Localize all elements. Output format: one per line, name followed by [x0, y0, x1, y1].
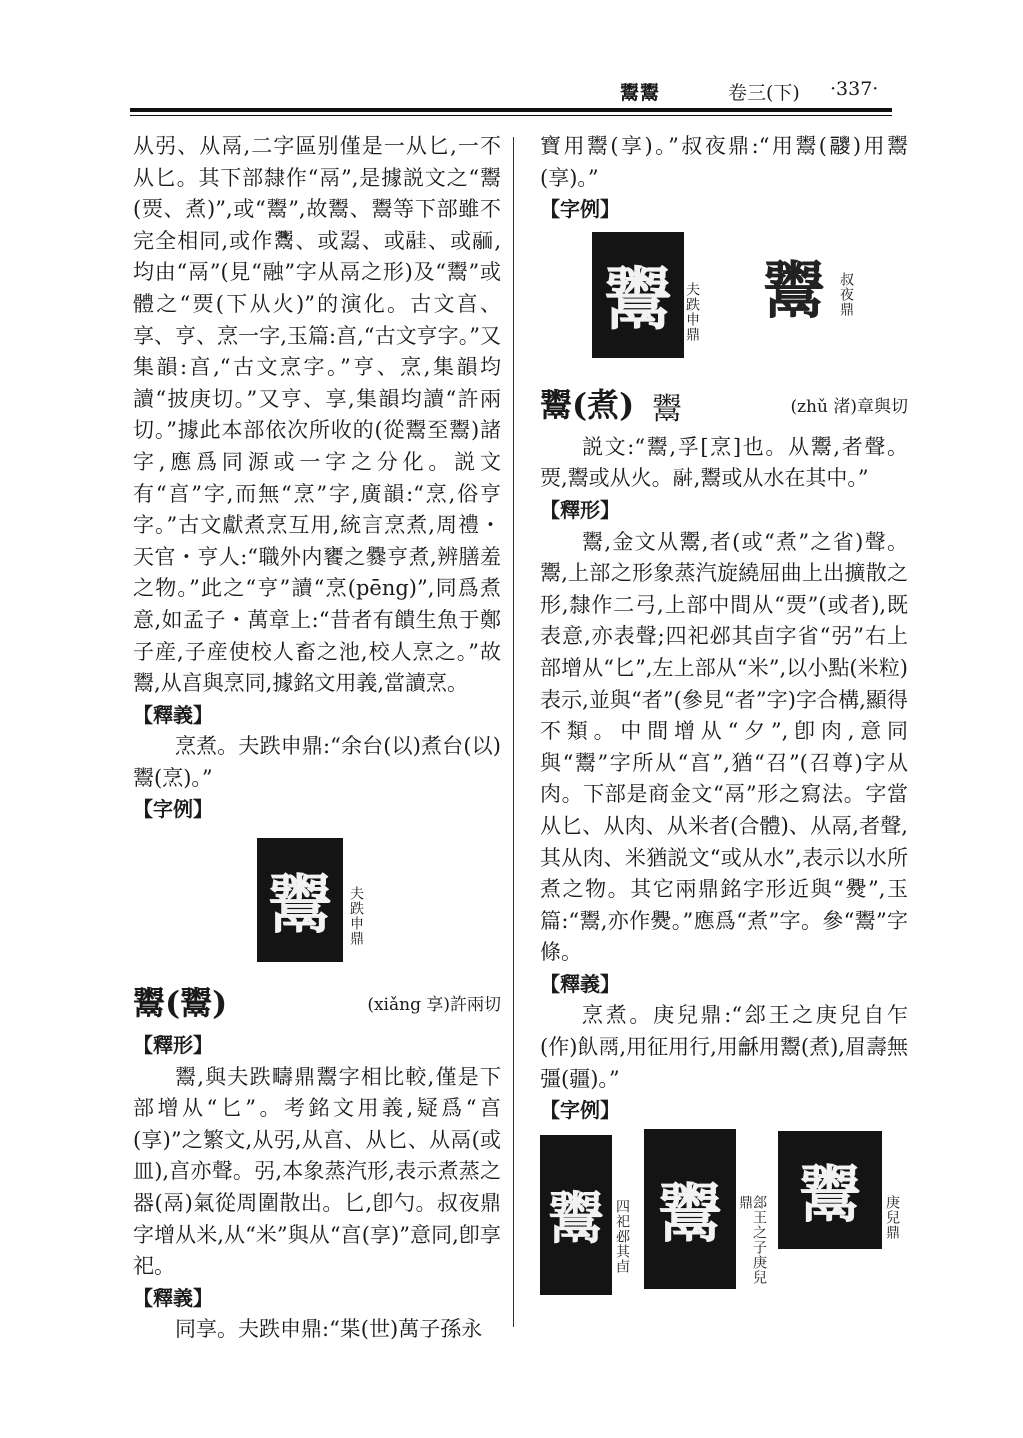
example-source: 四祀邲其卣	[614, 1198, 630, 1274]
inscription-rubbing: 鬻	[778, 1131, 882, 1249]
form-paragraph: 鬻,金文从䰞,者(或“煮”之省)聲。䰞,上部之形象蒸汽旋繞屈曲上出擴散之形,隸作二弓,上部中間从“㶾”(或者),既表意,亦表聲;四祀邲其卣字省“弜”右上部增从“匕”,左上部从“米”,以小點(米粒)表示,並與“者”(參見“者”字)字合構,顯得不類。中間增从“夕”,卽肉,意同與“鬻”字所从“亯”,猶“召”(召尊)字从肉。下部是商金文“鬲”形之寫法。字當从匕、从肉、从米者(合體)、从鬲,者聲,其从肉、米猶説文“或从水”,表示以水所煮之物。其它兩鼎銘字形近與“㸑”,玉篇:“鬻,亦作㸑。”應爲“煮”字。參“鬻”字條。	[540, 529, 908, 965]
section-label-examples: 【字例】	[540, 1098, 620, 1123]
section-label-meaning: 【釋義】	[133, 702, 213, 727]
inscription-rubbing: 鬻	[540, 1135, 612, 1295]
example-source: 夫跌申鼎	[348, 886, 364, 947]
example-source: 夫跌申鼎	[684, 281, 700, 342]
meaning-paragraph: 同享。夫跌申鼎:“枼(世)萬子孫永	[175, 1317, 483, 1342]
example-source: 庚兒鼎	[884, 1194, 900, 1240]
meaning-paragraph: 烹煮。夫跌申鼎:“余台(以)煮台(以)鬻(烹)。”	[133, 734, 501, 790]
header-rule-thick	[130, 108, 892, 112]
header-volume: 卷三(下)	[728, 82, 800, 104]
section-label-examples: 【字例】	[133, 797, 213, 822]
etymology-paragraph: 从弜、从鬲,二字區别僅是一从匕,一不从匕。其下部隸作“鬲”,是據説文之“鬻(㶾、煮)”,或“鬻”,故鬻、鬻等下部雖不完全相同,或作𩱷、或𩰲、或𩰳、或𩰴,均由“鬲”(見“融”字从鬲之形)及“鬻”或體之“㶾(下从火)”的演化。古文亯、享、亨、烹一字,玉篇:亯,“古文亨字。”又集韻:亯,“古文烹字。”亨、烹,集韻均讀“披庚切。”又亨、享,集韻均讀“許兩切。”據此本部依次所收的(從鬻至鬻)諸字,應爲同源或一字之分化。説文有“亯”字,而無“烹”字,廣韻:“烹,俗亨字。”古文獻煮烹互用,統言烹煮,周禮・天官・亨人:“職外内饔之爨亨煮,辨膳羞之物。”此之“亨”讀“烹(pēng)”,同爲煮意,如孟子・萬章上:“昔者有饋生魚于鄭子産,子産使校人畜之池,校人烹之。”故鬻,从亯與烹同,據銘文用義,當讀烹。	[133, 134, 501, 696]
entry-headword: 鬻(煮)	[540, 385, 635, 424]
left-column	[133, 131, 501, 1346]
example-source: 郐王之子庚兒鼎	[737, 1194, 767, 1285]
entry-heading	[133, 974, 501, 1030]
header-entry-word: 鬻鬻	[620, 82, 661, 104]
section-label-meaning: 【釋義】	[133, 1285, 213, 1310]
example-block	[133, 826, 501, 974]
entry-heading	[540, 376, 908, 432]
seal-script-glyph: 鬻	[652, 391, 682, 427]
shuowen-quote: 説文:“鬻,孚[烹]也。从䰞,者聲。㶾,鬻或从火。𩰫,鬻或从水在其中。”	[540, 434, 908, 491]
header-rule-thin	[130, 115, 892, 116]
example-block	[540, 226, 908, 376]
column-divider	[513, 137, 514, 1327]
example-block	[540, 1127, 908, 1297]
entry-headword: 鬻(鬻)	[133, 984, 228, 1023]
entry-pronunciation: (zhǔ 渚)章與切	[790, 396, 908, 417]
section-label-form: 【釋形】	[540, 497, 620, 522]
page-number: ·337·	[830, 78, 879, 100]
right-column	[540, 131, 908, 1297]
entry-pronunciation: (xiǎng 享)許兩切	[367, 995, 501, 1016]
running-header	[130, 78, 890, 108]
inscription-facsimile: 鬻	[752, 230, 836, 342]
section-label-examples: 【字例】	[540, 197, 620, 222]
inscription-rubbing: 鬻	[257, 838, 343, 962]
form-paragraph: 鬻,與夫跌疇鼎鬻字相比較,僅是下部增从“匕”。考銘文用義,疑爲“亯(享)”之繁文,从弜,从亯、从匕、从鬲(或皿),亯亦聲。弜,本象蒸汽形,表示煮蒸之器(鬲)氣從周圍散出。匕,卽勺。叔夜鼎字增从米,从“米”與从“亯(享)”意同,卽享祀。	[133, 1064, 501, 1279]
section-label-form: 【釋形】	[133, 1033, 213, 1058]
section-label-meaning: 【釋義】	[540, 971, 620, 996]
inscription-rubbing: 鬻	[644, 1129, 736, 1289]
meaning-paragraph: 烹煮。庚兒鼎:“郐王之庚兒自乍(作)飤𩰬,用征用行,用龢用鬻(煮),眉壽無彊(疆)。”	[540, 1003, 908, 1091]
continued-paragraph: 寶用鬻(享)。”叔夜鼎:“用鬻(𩱛)用鬻(享)。”	[540, 134, 908, 190]
example-source: 叔夜鼎	[838, 271, 854, 317]
inscription-rubbing: 鬻	[592, 232, 684, 358]
